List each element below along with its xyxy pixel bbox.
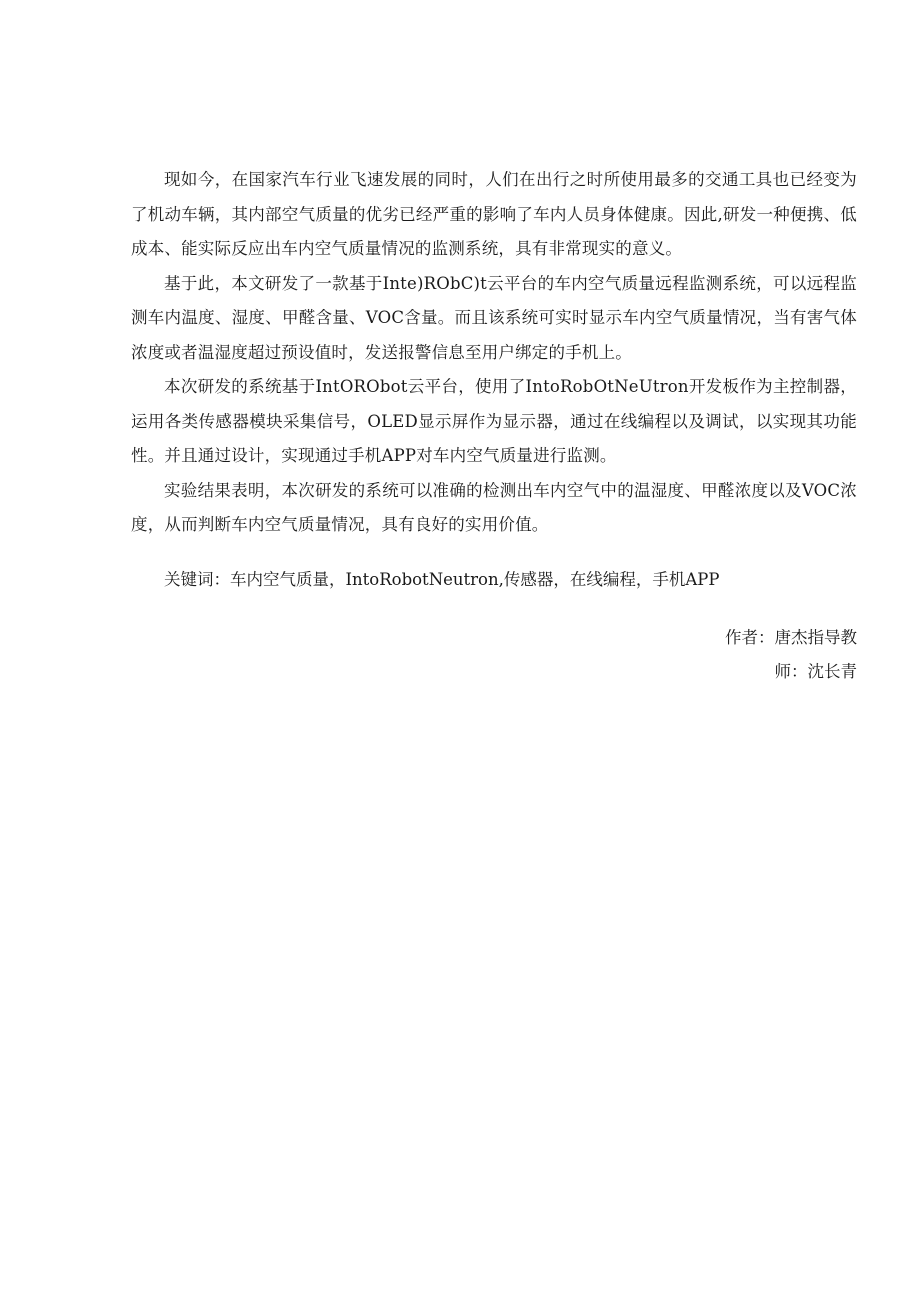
author-line-2: 师：沈长青 xyxy=(774,661,857,681)
abstract-paragraph-3: 本次研发的系统基于IntORObot云平台，使用了IntoRobOtNeUtron开发板作为主控制器，运用各类传感器模块采集信号，OLED显示屏作为显示器，通过在线编程以及调试，以实现其功能性。并且通过设计，实现通过手机APP对车内空气质量进行监测。 xyxy=(131,377,857,465)
abstract-paragraph-4: 实验结果表明，本次研发的系统可以准确的检测出车内空气中的温湿度、甲醛浓度以及VOC浓度，从而判断车内空气质量情况，具有良好的实用价值。 xyxy=(131,480,857,534)
keywords-line: 关键词：车内空气质量，IntoRobotNeutron,传感器，在线编程，手机APP xyxy=(164,569,720,589)
author-block xyxy=(131,621,857,689)
abstract-section xyxy=(131,163,857,689)
author-line-1: 作者：唐杰指导教 xyxy=(725,627,857,647)
abstract-paragraph-1: 现如今，在国家汽车行业飞速发展的同时，人们在出行之时所使用最多的交通工具也已经变为了机动车辆，其内部空气质量的优劣已经严重的影响了车内人员身体健康。因此,研发一种便携、低成本、能实际反应出车内空气质量情况的监测系统，具有非常现实的意义。 xyxy=(131,170,857,258)
abstract-paragraph-2: 基于此，本文研发了一款基于Inte)RObC)t云平台的车内空气质量远程监测系统，可以远程监测车内温度、湿度、甲醛含量、VOC含量。而且该系统可实时显示车内空气质量情况，当有害气体浓度或者温湿度超过预设值时，发送报警信息至用户绑定的手机上。 xyxy=(131,273,857,362)
